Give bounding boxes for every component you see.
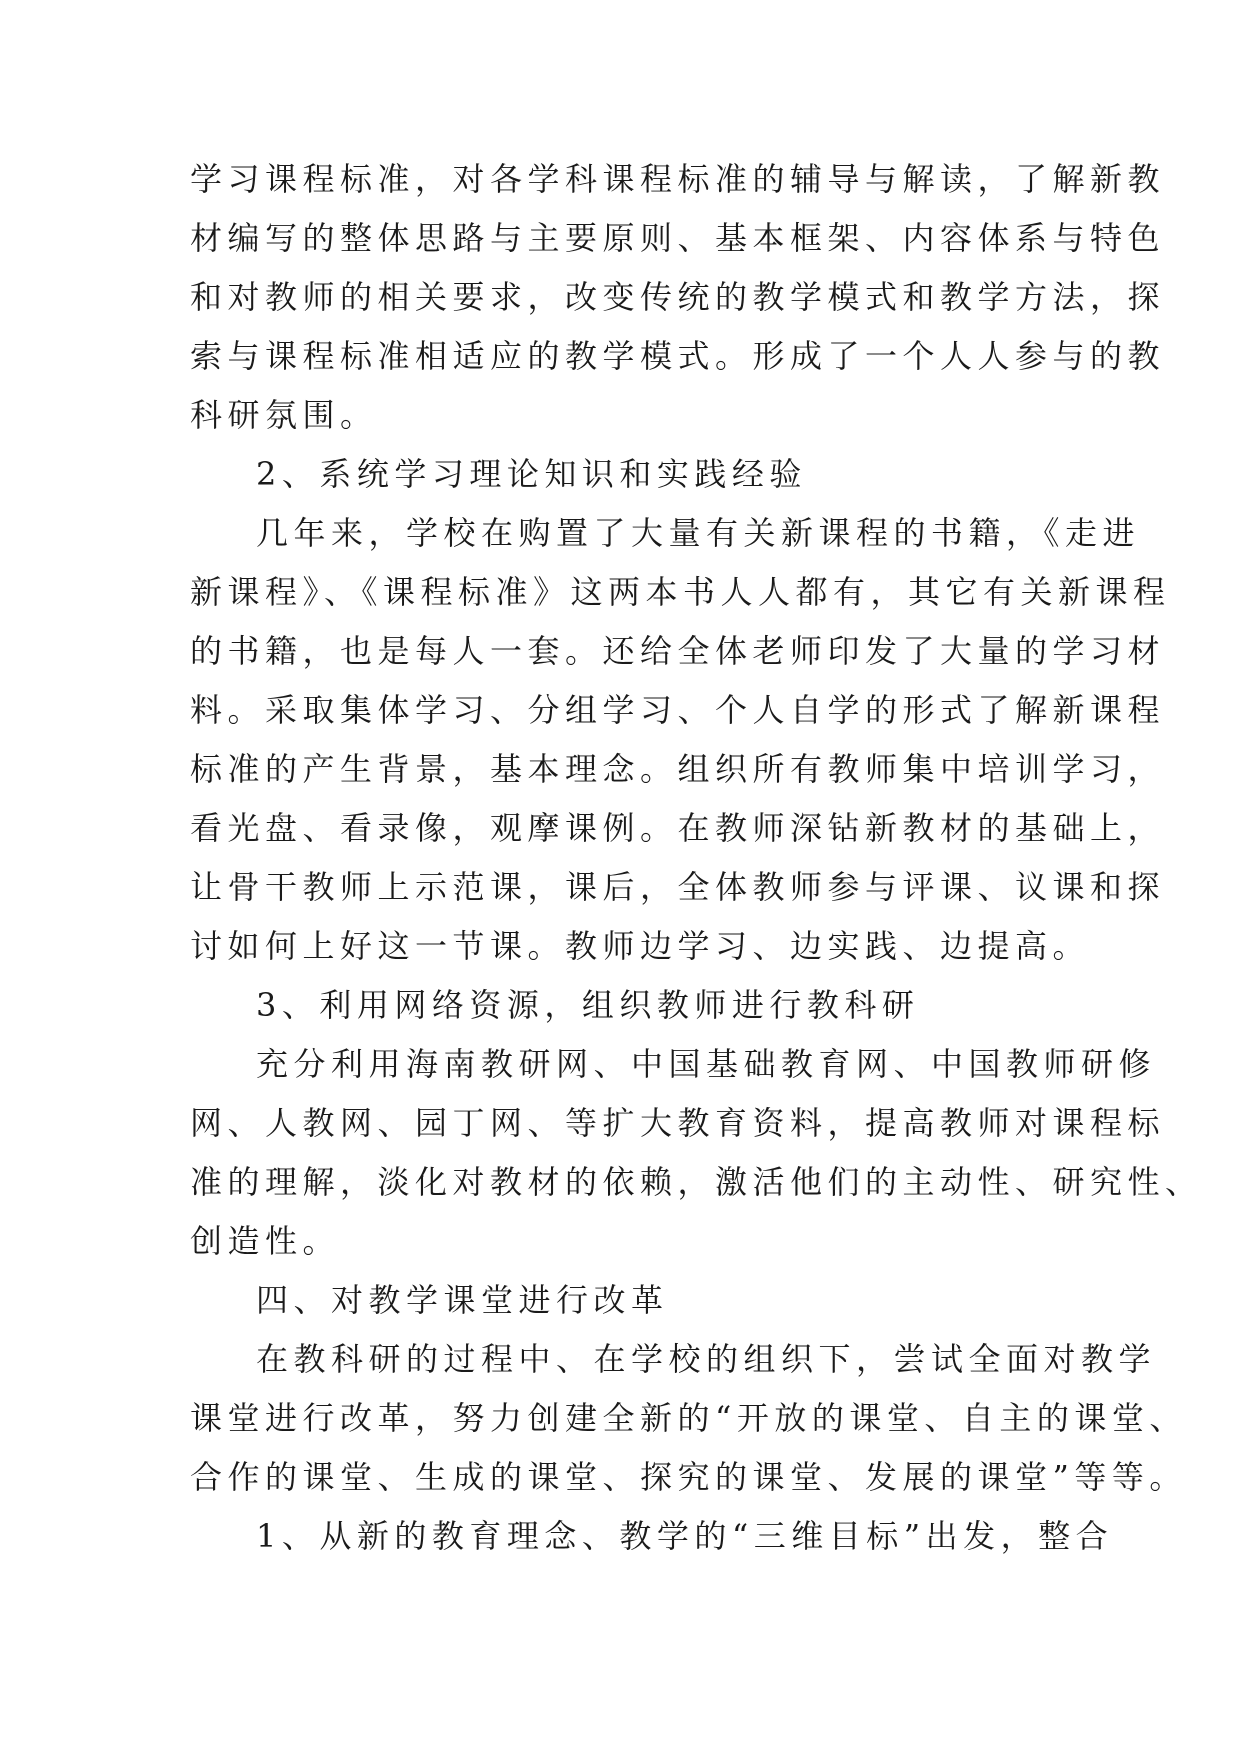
section-heading: 2、系统学习理论知识和实践经验 [256,455,807,493]
paragraph-line: 讨如何上好这一节课。教师边学习、边实践、边提高。 [190,927,1091,965]
paragraph-line: 合作的课堂、生成的课堂、探究的课堂、发展的课堂”等等。 [190,1458,1187,1496]
paragraph-line: 新课程》、《课程标准》这两本书人人都有，其它有关新课程 [190,573,1171,611]
paragraph-line: 充分利用海南教研网、中国基础教育网、中国教师研修 [256,1045,1157,1083]
paragraph-line: 料。采取集体学习、分组学习、个人自学的形式了解新课程 [190,691,1166,729]
paragraph-line: 准的理解，淡化对教材的依赖，激活他们的主动性、研究性、 [190,1163,1203,1201]
paragraph-line: 的书籍，也是每人一套。还给全体老师印发了大量的学习材 [190,632,1166,670]
paragraph-line: 几年来，学校在购置了大量有关新课程的书籍，《走进 [256,514,1141,552]
paragraph-line: 让骨干教师上示范课，课后，全体教师参与评课、议课和探 [190,868,1166,906]
paragraph-line: 和对教师的相关要求，改变传统的教学模式和教学方法，探 [190,278,1166,316]
paragraph-line: 在教科研的过程中、在学校的组织下，尝试全面对教学 [256,1340,1157,1378]
paragraph-line: 科研氛围。 [190,396,378,434]
section-heading: 3、利用网络资源，组织教师进行教科研 [256,986,920,1024]
paragraph-line: 1、从新的教育理念、教学的“三维目标”出发，整合 [256,1517,1114,1555]
paragraph-line: 课堂进行改革，努力创建全新的“开放的课堂、自主的课堂、 [190,1399,1187,1437]
paragraph-line: 索与课程标准相适应的教学模式。形成了一个人人参与的教 [190,337,1166,375]
paragraph-line: 材编写的整体思路与主要原则、基本框架、内容体系与特色 [190,219,1166,257]
paragraph-line: 创造性。 [190,1222,341,1260]
paragraph-line: 看光盘、看录像，观摩课例。在教师深钻新教材的基础上， [190,809,1166,847]
paragraph-line: 学习课程标准，对各学科课程标准的辅导与解读，了解新教 [190,160,1166,198]
paragraph-line: 网、人教网、园丁网、等扩大教育资料，提高教师对课程标 [190,1104,1166,1142]
paragraph-line: 标准的产生背景，基本理念。组织所有教师集中培训学习， [190,750,1166,788]
document-page [190,150,1203,1566]
section-heading: 四、对教学课堂进行改革 [256,1281,669,1319]
